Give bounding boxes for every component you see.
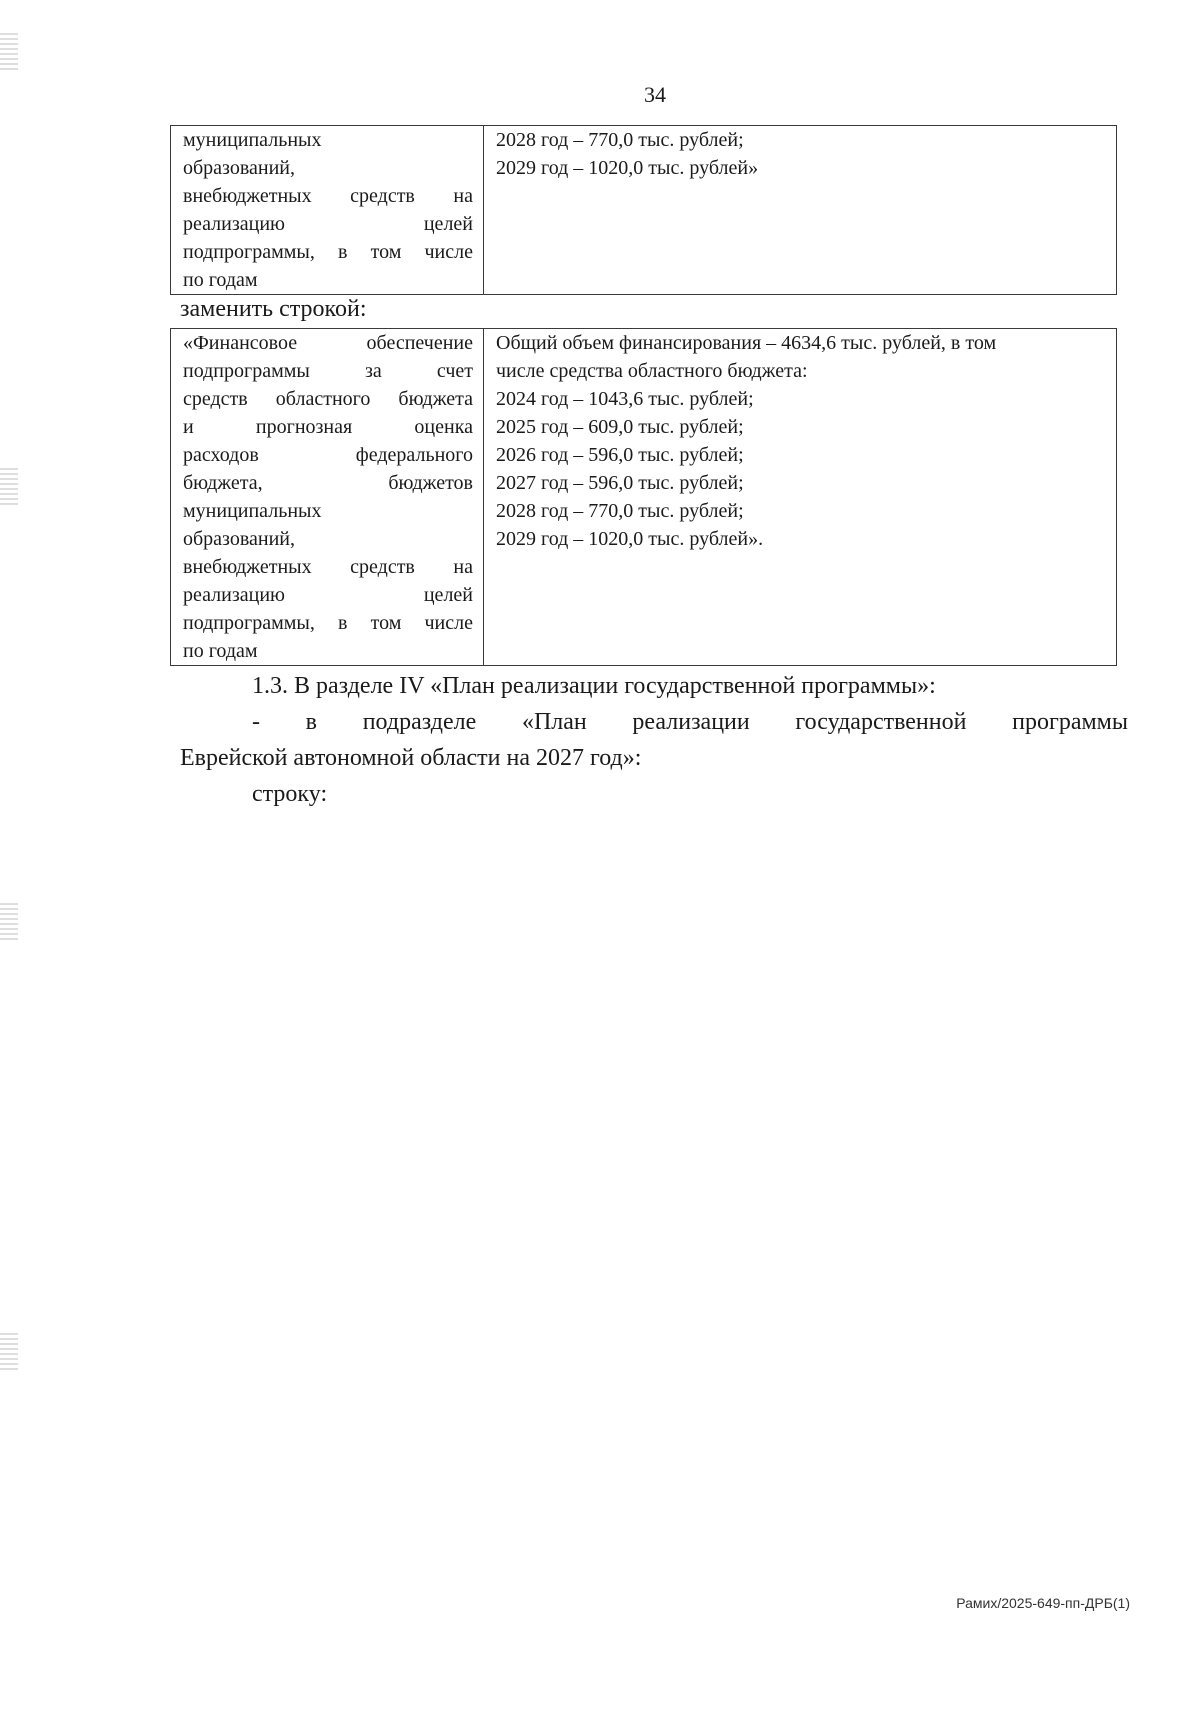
paragraph-line: Еврейской автономной области на 2027 год»: xyxy=(180,745,642,771)
scan-artifact xyxy=(0,1330,18,1370)
table-row xyxy=(171,329,1117,666)
cell-line: подпрограммы, в том числе xyxy=(183,612,473,634)
cell-line: 2027 год – 596,0 тыс. рублей; xyxy=(496,472,744,494)
paragraph-line: - в подразделе «План реализации государственной программы xyxy=(252,709,1128,735)
cell-line: подпрограммы, в том числе xyxy=(183,241,473,263)
cell-line: 2024 год – 1043,6 тыс. рублей; xyxy=(496,388,754,410)
scan-artifact xyxy=(0,900,18,940)
cell-line: образований, xyxy=(183,157,296,179)
cell-line: расходов федерального xyxy=(183,444,473,466)
table-cell-value xyxy=(484,329,1117,666)
table-replacement xyxy=(170,328,1117,666)
cell-line: «Финансовое обеспечение xyxy=(183,332,473,354)
subsection-paragraph xyxy=(180,704,1128,776)
cell-line: внебюджетных средств на xyxy=(183,185,473,207)
cell-line: Общий объем финансирования – 4634,6 тыс. рублей, в том xyxy=(496,332,997,354)
cell-line: числе средства областного бюджета: xyxy=(496,360,808,382)
table-cell-label xyxy=(171,126,484,295)
document-code: Рамих/2025-649-пп-ДРБ(1) xyxy=(956,1595,1130,1611)
cell-line: и прогнозная оценка xyxy=(183,416,473,438)
cell-line: по годам xyxy=(183,269,258,291)
scan-artifact xyxy=(0,30,18,70)
table-cell-value xyxy=(484,126,1117,295)
table-row xyxy=(171,126,1117,295)
scan-artifact xyxy=(0,465,18,505)
cell-line: 2026 год – 596,0 тыс. рублей; xyxy=(496,444,744,466)
cell-line: бюджета, бюджетов xyxy=(183,472,473,494)
cell-line: образований, xyxy=(183,528,296,550)
cell-line: реализацию целей xyxy=(183,213,473,235)
cell-line: по годам xyxy=(183,640,258,662)
cell-line: средств областного бюджета xyxy=(183,388,473,410)
cell-line: подпрограммы за счет xyxy=(183,360,473,382)
cell-line: реализацию целей xyxy=(183,584,473,606)
cell-line: 2028 год – 770,0 тыс. рублей; xyxy=(496,500,744,522)
section-paragraph: 1.3. В разделе IV «План реализации государственной программы»: xyxy=(252,673,936,699)
cell-line: 2029 год – 1020,0 тыс. рублей» xyxy=(496,157,759,179)
table-continued xyxy=(170,125,1117,295)
cell-line: внебюджетных средств на xyxy=(183,556,473,578)
cell-line: 2029 год – 1020,0 тыс. рублей». xyxy=(496,528,764,550)
cell-line: муниципальных xyxy=(183,129,322,151)
cell-line: 2025 год – 609,0 тыс. рублей; xyxy=(496,416,744,438)
cell-line: муниципальных xyxy=(183,500,322,522)
table-cell-label xyxy=(171,329,484,666)
cell-line: 2028 год – 770,0 тыс. рублей; xyxy=(496,129,744,151)
page-number: 34 xyxy=(644,82,666,107)
replace-instruction: заменить строкой: xyxy=(180,296,367,322)
instruction-paragraph: строку: xyxy=(252,781,328,807)
